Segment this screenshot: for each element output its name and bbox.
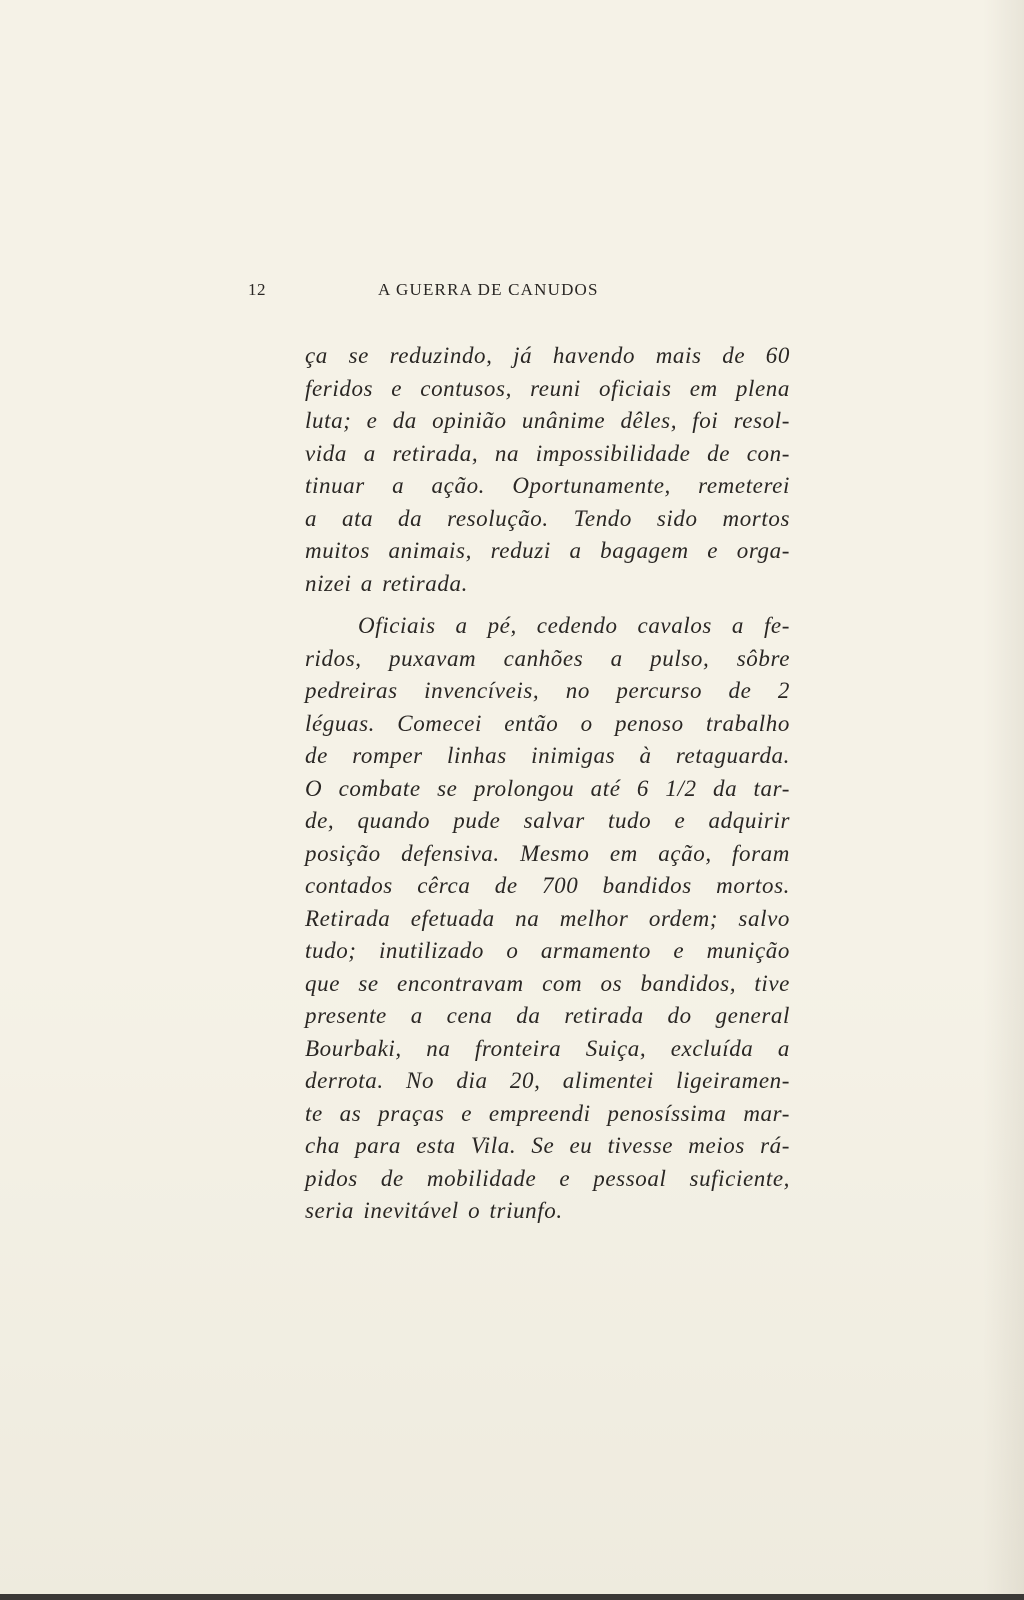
paragraph-2 [305, 610, 790, 1228]
text-line: tinuar a ação. Oportunamente, remeterei [305, 473, 790, 498]
text-line: de romper linhas inimigas à retaguarda. [305, 743, 790, 768]
text-line: Bourbaki, na fronteira Suiça, excluída a [305, 1035, 790, 1061]
text-line: seria inevitável o triunfo. [305, 1198, 563, 1223]
text-line: pedreiras invencíveis, no percurso de 2 [305, 678, 790, 703]
text-line: contados cêrca de 700 bandidos mortos. [305, 873, 790, 898]
text-line: de, quando pude salvar tudo e adquirir [305, 808, 790, 833]
text-line: Retirada efetuada na melhor ordem; salvo [305, 905, 790, 931]
text-line: muitos animais, reduzi a bagagem e orga- [305, 538, 790, 563]
text-line: luta; e da opinião unânime dêles, foi resol- [305, 408, 790, 433]
text-line: léguas. Comecei então o penoso trabalho [305, 710, 790, 736]
text-line: nizei a retirada. [305, 570, 468, 596]
body-text [305, 340, 790, 1228]
text-line: Oficiais a pé, cedendo cavalos a fe- [358, 613, 790, 638]
text-line: que se encontravam com os bandidos, tive [305, 970, 790, 996]
text-line: derrota. No dia 20, alimentei ligeiramen- [305, 1068, 790, 1093]
text-line: presente a cena da retirada do general [305, 1003, 790, 1028]
text-line: pidos de mobilidade e pessoal suficiente, [305, 1165, 790, 1191]
text-line: a ata da resolução. Tendo sido mortos [305, 505, 790, 531]
text-line: O combate se prolongou até 6 1/2 da tar- [305, 775, 790, 801]
page-bottom-edge [0, 1594, 1024, 1600]
text-line: ça se reduzindo, já havendo mais de 60 [305, 343, 790, 368]
text-line: posição defensiva. Mesmo em ação, foram [305, 840, 790, 866]
page-number: 12 [248, 280, 266, 299]
text-line: vida a retirada, na impossibilidade de con- [305, 440, 790, 466]
text-line: tudo; inutilizado o armamento e munição [305, 938, 790, 963]
text-line: te as praças e empreendi penosíssima mar- [305, 1100, 790, 1126]
text-line: cha para esta Vila. Se eu tivesse meios rá- [305, 1133, 790, 1158]
paragraph-1 [305, 340, 790, 600]
page-header [248, 280, 658, 302]
text-line: ridos, puxavam canhões a pulso, sôbre [305, 645, 790, 671]
text-line: feridos e contusos, reuni oficiais em plena [305, 375, 790, 401]
running-title: A GUERRA DE CANUDOS [378, 280, 599, 299]
